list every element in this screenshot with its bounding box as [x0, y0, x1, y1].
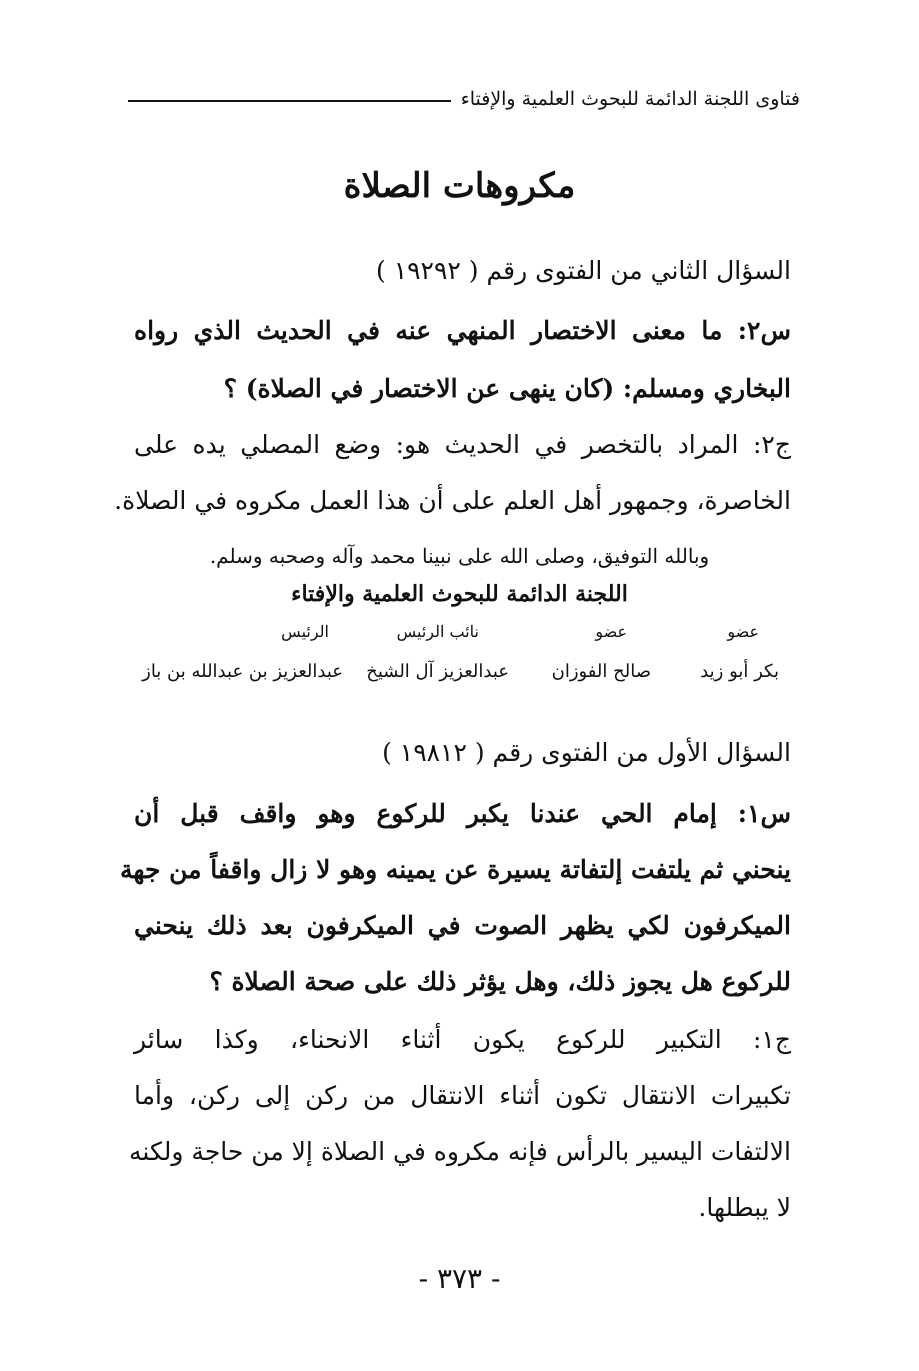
fatwa2-answer-line: ج١: التكبير للركوع يكون أثناء الانحناء، وكذا سائر — [134, 1025, 791, 1054]
closing-prayer: وبالله التوفيق، وصلى الله على نبينا محمد وآله وصحبه وسلم. — [209, 544, 710, 568]
running-title: فتاوى اللجنة الدائمة للبحوث العلمية والإفتاء — [460, 88, 800, 110]
fatwa1-answer-line: ج٢: المراد بالتخصر في الحديث هو: وضع المصلي يده على — [134, 430, 791, 459]
signatory-name: بكر أبو زيد — [700, 661, 779, 682]
fatwa1-question-line: البخاري ومسلم: (كان ينهى عن الاختصار في الصلاة) ؟ — [223, 374, 791, 403]
committee-title: اللجنة الدائمة للبحوث العلمية والإفتاء — [291, 581, 628, 607]
fatwa1-answer-line: الخاصرة، وجمهور أهل العلم على أن هذا العمل مكروه في الصلاة. — [114, 486, 791, 515]
page-header — [128, 84, 800, 114]
page-number: - ٣٧٣ - — [418, 1262, 501, 1295]
signatory-role: الرئيس — [281, 622, 329, 641]
fatwa2-question-line: للركوع هل يجوز ذلك، وهل يؤثر ذلك على صحة الصلاة ؟ — [209, 967, 791, 996]
fatwa1-heading: السؤال الثاني من الفتوى رقم ( ١٩٢٩٢ ) — [375, 256, 791, 285]
fatwa2-answer-line: تكبيرات الانتقال تكون أثناء الانتقال من ركن إلى ركن، وأما — [134, 1081, 791, 1110]
signatory-name: عبدالعزيز بن عبدالله بن باز — [142, 661, 343, 682]
fatwa2-question-line: الميكرفون لكي يظهر الصوت في الميكرفون بعد ذلك ينحني — [134, 911, 791, 940]
fatwa2-answer-line: الالتفات اليسير بالرأس فإنه مكروه في الصلاة إلا من حاجة ولكنه — [129, 1137, 791, 1166]
header-rule — [128, 100, 451, 102]
fatwa2-question-line: س١: إمام الحي عندنا يكبر للركوع وهو واقف قبل أن — [134, 799, 791, 828]
signatory-name: عبدالعزيز آل الشيخ — [366, 661, 509, 682]
signatory-role: عضو — [727, 622, 759, 641]
section-title: مكروهات الصلاة — [343, 166, 576, 206]
signatory-role: عضو — [595, 622, 627, 641]
fatwa2-heading: السؤال الأول من الفتوى رقم ( ١٩٨١٢ ) — [382, 738, 791, 767]
fatwa1-question-line: س٢: ما معنى الاختصار المنهي عنه في الحديث الذي رواه — [134, 316, 791, 345]
fatwa2-answer-line: لا يبطلها. — [698, 1193, 791, 1222]
fatwa2-question-line: ينحني ثم يلتفت إلتفاتة يسيرة عن يمينه وهو لا زال واقفاً من جهة — [120, 855, 791, 884]
signatory-role: نائب الرئيس — [396, 622, 479, 641]
signatory-name: صالح الفوزان — [551, 661, 651, 682]
